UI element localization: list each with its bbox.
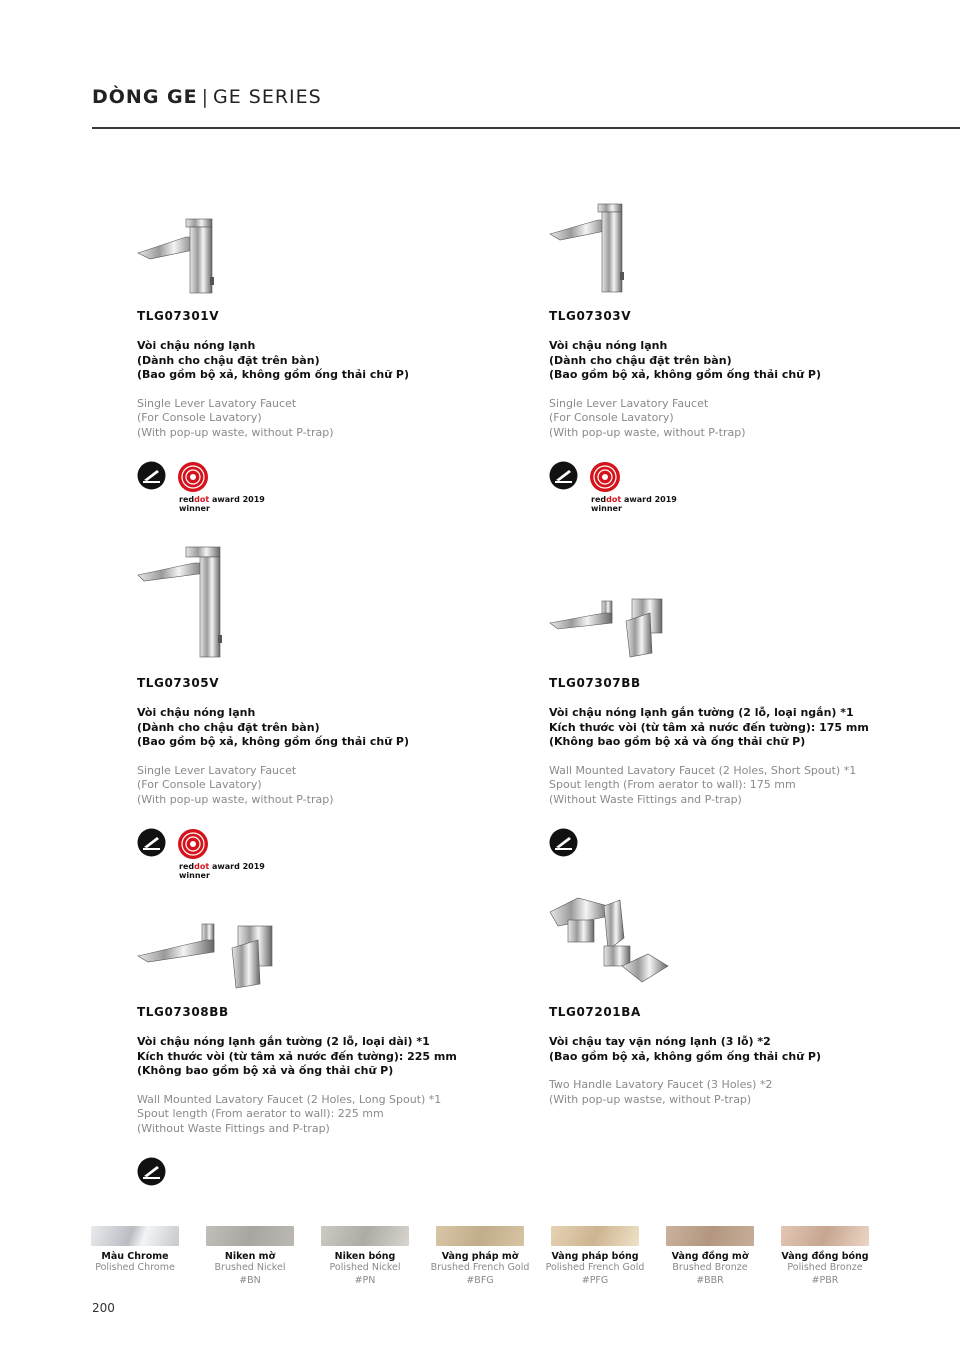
product-code: TLG07301V [137,309,220,323]
product-card [549,309,909,515]
product-description-en: Two Handle Lavatory Faucet (3 Holes) *2 (With pop-up wastse, without P-trap) [549,1078,773,1106]
product-card [137,309,497,515]
finish-swatch: Màu Chrome Polished Chrome [85,1226,185,1275]
award-badges [137,828,497,882]
finish-color-chip [781,1226,869,1246]
product-description-en: Single Lever Lavatory Faucet (For Console Lavatory) (With pop-up waste, without P-trap) [137,396,334,439]
product-description-en: Wall Mounted Lavatory Faucet (2 Holes, Long Spout) *1 Spout length (From aerator to wall): 225 mm (Without Waste Fittings and P-trap) [137,1092,442,1135]
product-code: TLG07201BA [549,1005,641,1019]
reddot-award-label: reddot award 2019 winner [179,494,265,513]
header-rule [92,127,960,129]
finish-swatch: Niken mờ Brushed Nickel #BN [200,1226,300,1287]
finish-color-chip [206,1226,294,1246]
product-description-vi: Vòi chậu tay vặn nóng lạnh (3 lỗ) *2 (Bao gồm bộ xả, không gồm ống thải chữ P) [549,1035,821,1063]
award-badges [549,828,929,882]
product-description-en: Wall Mounted Lavatory Faucet (2 Holes, Short Spout) *1 Spout length (From aerator to wall): 175 mm (Without Waste Fittings and P-trap) [549,763,857,806]
product-description-vi: Vòi chậu nóng lạnh (Dành cho chậu đặt trên bàn) (Bao gồm bộ xả, không gồm ống thải chữ P) [549,339,821,382]
certification-icon [137,1157,166,1186]
product-card [549,1005,929,1107]
header-title-en: GE SERIES [213,86,322,108]
page-number: 200 [92,1301,115,1315]
finish-color-chip [436,1226,524,1246]
finish-swatch: Vàng pháp mờ Brushed French Gold #BFG [430,1226,530,1287]
product-code: TLG07307BB [549,676,641,690]
finish-color-chip [321,1226,409,1246]
finish-swatch: Vàng đồng bóng Polished Bronze #PBR [775,1226,875,1287]
product-description-en: Single Lever Lavatory Faucet (For Console Lavatory) (With pop-up waste, without P-trap) [549,396,746,439]
finish-swatch: Vàng pháp bóng Polished French Gold #PFG [545,1226,645,1287]
reddot-award-icon [177,461,209,493]
finish-swatch: Vàng đồng mờ Brushed Bronze #BBR [660,1226,760,1287]
faucet-image-tlg07305v [136,545,226,660]
award-badges [137,461,497,515]
faucet-image-tlg07301v [136,215,216,295]
finish-color-chip [91,1226,179,1246]
product-card [137,676,497,882]
certification-icon [137,828,166,857]
reddot-award-label: reddot award 2019 winner [591,494,677,513]
reddot-award-icon [177,828,209,860]
product-description-en: Single Lever Lavatory Faucet (For Console Lavatory) (With pop-up waste, without P-trap) [137,763,334,806]
finish-color-chip [551,1226,639,1246]
product-code: TLG07305V [137,676,220,690]
award-badges [137,1157,517,1211]
product-description-vi: Vòi chậu nóng lạnh (Dành cho chậu đặt trên bàn) (Bao gồm bộ xả, không gồm ống thải chữ P) [137,339,409,382]
certification-icon [549,828,578,857]
award-badges [549,461,909,515]
header-title-vi: DÒNG GE [92,86,198,108]
reddot-award-label: reddot award 2019 winner [179,861,265,880]
product-card [549,676,929,882]
certification-icon [137,461,166,490]
product-description-vi: Vòi chậu nóng lạnh (Dành cho chậu đặt trên bàn) (Bao gồm bộ xả, không gồm ống thải chữ P) [137,706,409,749]
product-description-vi: Vòi chậu nóng lạnh gắn tường (2 lỗ, loại dài) *1 Kích thước vòi (từ tâm xả nước đến tường): 225 mm (Không bao gồm bộ xả và ống thải chữ P) [137,1035,457,1078]
finish-color-chip [666,1226,754,1246]
finish-swatch: Niken bóng Polished Nickel #PN [315,1226,415,1287]
reddot-award-icon [589,461,621,493]
product-description-vi: Vòi chậu nóng lạnh gắn tường (2 lỗ, loại ngắn) *1 Kích thước vòi (từ tâm xả nước đến tường): 175 mm (Không bao gồm bộ xả và ống thải chữ P) [549,706,869,749]
product-code: TLG07308BB [137,1005,229,1019]
faucet-image-tlg07307bb [548,595,668,660]
faucet-image-tlg07201ba [548,892,670,987]
product-card [137,1005,517,1211]
certification-icon [549,461,578,490]
faucet-image-tlg07303v [548,200,628,295]
header-separator: | [201,86,210,108]
page-header [92,86,322,108]
faucet-image-tlg07308bb [136,920,276,990]
product-code: TLG07303V [549,309,632,323]
